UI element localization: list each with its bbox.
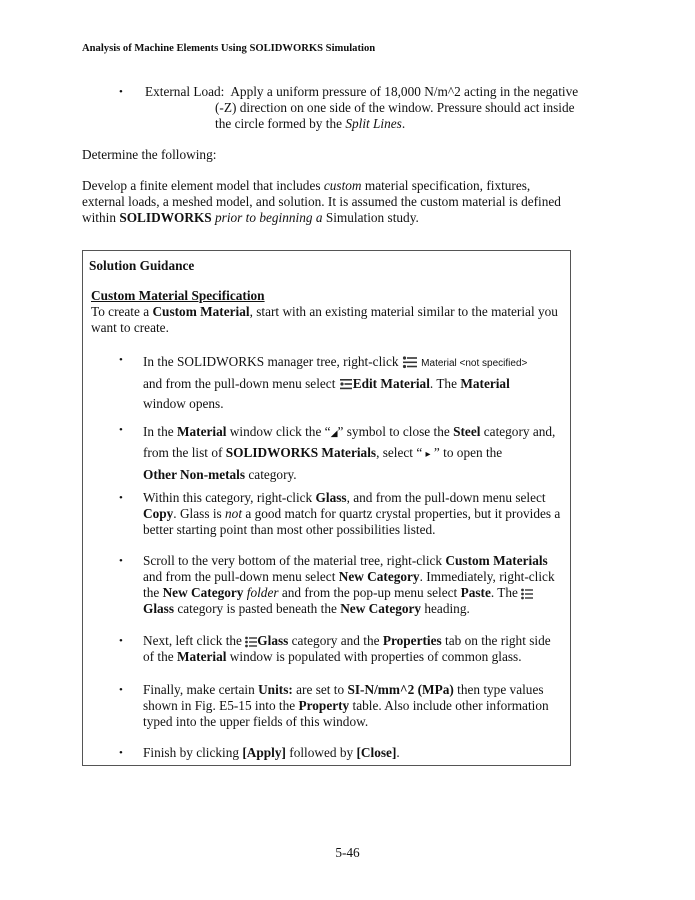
step-text: table. Also include other information typed into the upper fields of this window.: [143, 698, 549, 729]
step-text: a good match for quartz crystal properties, but it provides a better starting point than most other possibilities listed.: [143, 506, 561, 537]
bullet: •: [119, 635, 123, 647]
page-number: 5-46: [335, 845, 360, 860]
step-text: are set to: [292, 682, 348, 697]
step-2: [119, 422, 564, 485]
edit-material-icon: [339, 378, 353, 391]
material-tree-icon: [402, 356, 418, 369]
step-text: In the SOLIDWORKS manager tree, right-click: [143, 354, 402, 369]
step-text: heading.: [421, 601, 470, 616]
step-text: .: [396, 745, 400, 760]
external-load-body: Apply a uniform pressure of 18,000 N/m^2 acting in the negative (-Z) direction on one side of the window. Pressure should act inside the circle formed by the: [215, 84, 579, 131]
external-load-bullet: [119, 84, 579, 132]
material-tree-label: Material <not specified>: [421, 358, 528, 369]
bullet: •: [119, 492, 123, 504]
bullet: •: [119, 747, 123, 759]
develop-paragraph: [82, 178, 562, 226]
solidworks-materials-term: SOLIDWORKS Materials: [225, 445, 377, 460]
step-text: category and the: [288, 633, 383, 648]
step-3: [119, 490, 564, 538]
step-text: Next, left click the: [143, 633, 246, 648]
step-text: . The: [490, 585, 522, 600]
guidance-subtitle: Custom Material Specification: [91, 288, 265, 303]
guidance-title: Solution Guidance: [89, 258, 195, 273]
step-text: tab on the right side of the: [143, 633, 551, 664]
other-non-metals-term: Other Non-metals: [143, 467, 246, 482]
step-text: ” to open the: [430, 445, 503, 460]
bullet: •: [119, 684, 123, 696]
prior-term: prior to beginning a: [215, 210, 323, 225]
custom-material-term: Custom Material: [152, 304, 250, 319]
guidance-intro: [91, 304, 561, 336]
steel-term: Steel: [453, 424, 481, 439]
properties-term: Properties: [382, 633, 442, 648]
new-category-term: New Category: [340, 601, 422, 616]
property-term: Property: [298, 698, 350, 713]
split-lines-term: Split Lines: [345, 116, 402, 131]
step-text: Finish by clicking: [143, 745, 243, 760]
units-value: SI-N/mm^2 (MPa): [347, 682, 454, 697]
units-term: Units:: [258, 682, 293, 697]
external-load-text: [145, 84, 579, 132]
apply-term: [Apply]: [242, 745, 286, 760]
solidworks-term: SOLIDWORKS: [119, 210, 212, 225]
develop-part: Develop a finite element model that includes: [82, 178, 324, 193]
material-term: Material: [176, 649, 227, 664]
new-category-term: New Category: [338, 569, 420, 584]
glass-term: Glass: [143, 601, 175, 616]
expand-symbol-icon: ▸: [425, 449, 431, 460]
step-text: , select “: [376, 445, 426, 460]
step-text: . Immediately, right-click the: [143, 569, 555, 600]
external-load-end: .: [401, 116, 406, 131]
step-5: [119, 633, 564, 665]
folder-term: folder: [243, 585, 279, 600]
bullet: •: [119, 354, 123, 366]
bullet: •: [119, 424, 123, 436]
develop-part: Simulation study.: [322, 210, 419, 225]
step-7: [119, 745, 564, 761]
step-text: . The: [429, 376, 461, 391]
external-load-label: External Load:: [145, 84, 225, 99]
paste-term: Paste: [460, 585, 491, 600]
edit-material-term: Edit Material: [352, 376, 430, 391]
step-text: . Glass is: [173, 506, 226, 521]
step-6: [119, 682, 564, 730]
step-text: Scroll to the very bottom of the material tree, right-click: [143, 553, 446, 568]
intro-part: , start with an existing material similar to the material you want to create.: [91, 304, 558, 335]
collapse-symbol-icon: ◢: [330, 428, 338, 438]
step-text: window opens.: [143, 396, 224, 411]
close-term: [Close]: [356, 745, 397, 760]
step-text: Finally, make certain: [143, 682, 259, 697]
step-text: followed by: [285, 745, 357, 760]
copy-term: Copy: [143, 506, 174, 521]
material-term: Material: [460, 376, 510, 391]
custom-term: custom: [323, 178, 362, 193]
intro-part: To create a: [91, 304, 153, 319]
material-term: Material: [176, 424, 227, 439]
glass-term: Glass: [315, 490, 347, 505]
category-list-icon: [521, 588, 533, 600]
step-text: , and from the pull-down menu select: [346, 490, 546, 505]
step-text: category is pasted beneath the: [174, 601, 341, 616]
new-category-term: New Category: [162, 585, 244, 600]
step-text: ” symbol to close the: [337, 424, 454, 439]
category-list-icon: [245, 636, 257, 648]
running-header: Analysis of Machine Elements Using SOLIDWORKS Simulation: [82, 43, 376, 54]
bullet: •: [119, 555, 123, 567]
not-term: not: [225, 506, 243, 521]
step-text: category.: [245, 467, 297, 482]
determine-text: Determine the following:: [82, 147, 217, 162]
glass-term: Glass: [257, 633, 289, 648]
step-text: window click the “: [226, 424, 331, 439]
step-text: window is populated with properties of common glass.: [226, 649, 522, 664]
step-text: Within this category, right-click: [143, 490, 316, 505]
step-text: and from the pop-up menu select: [278, 585, 461, 600]
step-text: In the: [143, 424, 177, 439]
step-text: then type values shown in Fig. E5-15 into the: [143, 682, 544, 713]
develop-part: material specification, fixtures, external loads, a meshed model, and solution. It is assumed the custom material is defined within: [82, 178, 561, 225]
step-text: category and, from the list of: [143, 424, 556, 460]
step-text: and from the pull-down menu select: [143, 376, 339, 391]
custom-materials-term: Custom Materials: [445, 553, 548, 568]
solution-guidance-box: [82, 250, 571, 766]
step-1: [119, 352, 564, 414]
step-4: [119, 553, 564, 617]
step-text: and from the pull-down menu select: [143, 569, 339, 584]
bullet: •: [119, 86, 123, 98]
